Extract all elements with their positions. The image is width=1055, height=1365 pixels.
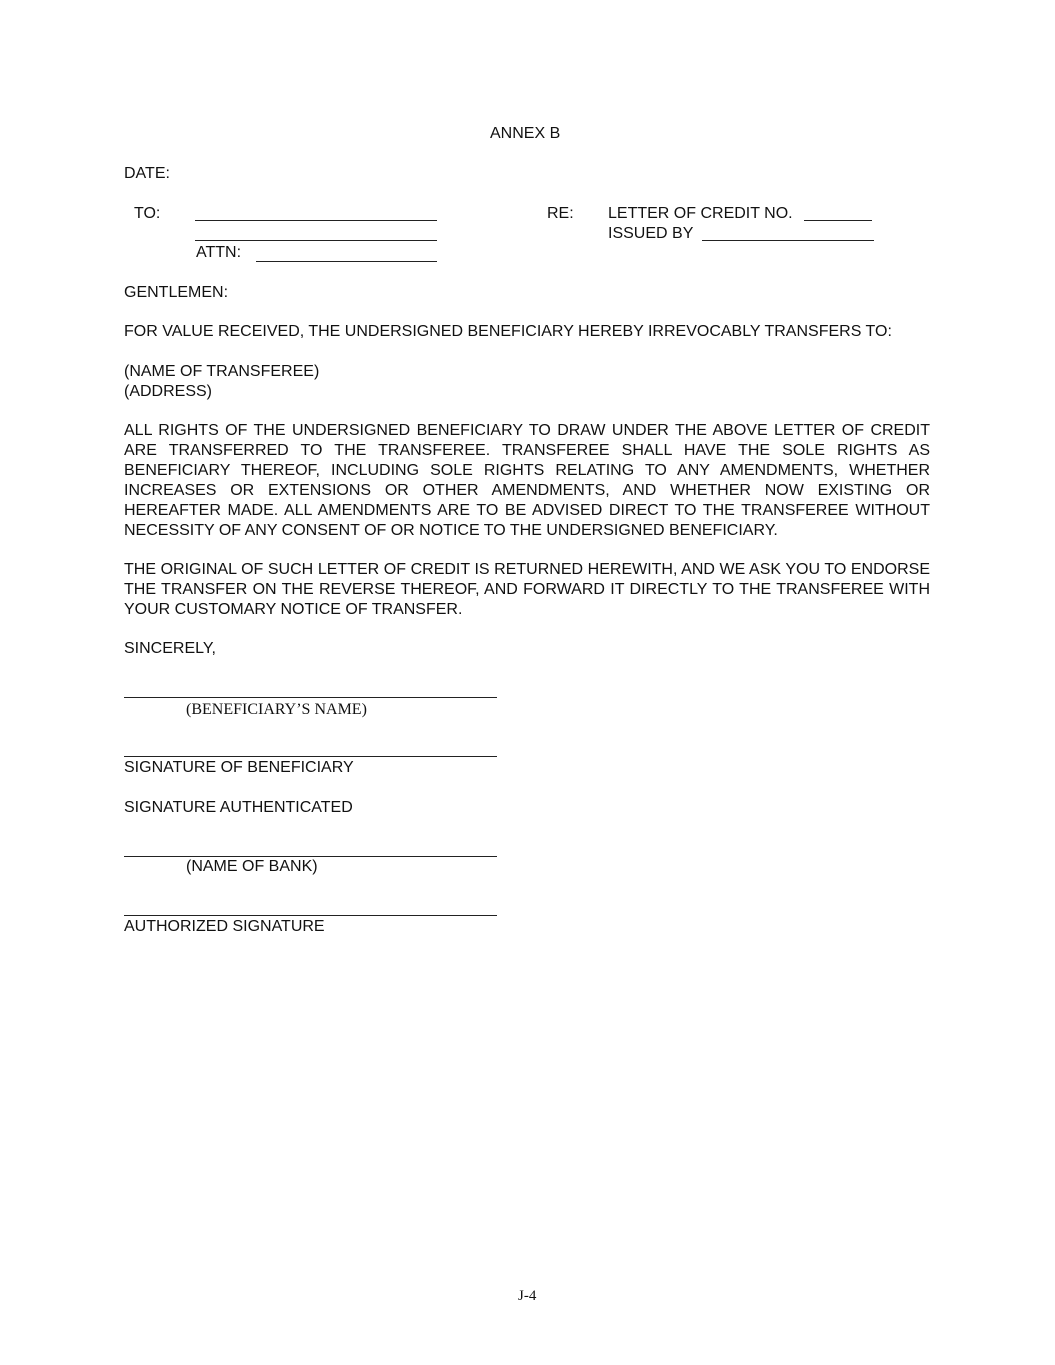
to-label: TO:: [134, 205, 161, 222]
bank-caption: (NAME OF BANK): [186, 858, 318, 875]
beneficiary-name-line[interactable]: [124, 697, 497, 698]
authorized-signature-line[interactable]: [124, 915, 497, 916]
authorized-caption: AUTHORIZED SIGNATURE: [124, 918, 325, 935]
beneficiary-name-caption: (BENEFICIARY’S NAME): [186, 701, 367, 718]
issued-by-label: ISSUED BY: [608, 225, 694, 242]
authenticated-label: SIGNATURE AUTHENTICATED: [124, 799, 353, 816]
return-paragraph: THE ORIGINAL OF SUCH LETTER OF CREDIT IS RETURNED HEREWITH, AND WE ASK YOU TO ENDORSE THE TRANSFER ON THE REVERSE THEREOF, AND FORWARD IT DIRECTLY TO THE TRANSFEREE WITH YOUR CUSTOMARY NOTICE OF TRANSFER.: [124, 561, 930, 618]
issued-by-line[interactable]: [702, 240, 874, 241]
rights-paragraph: ALL RIGHTS OF THE UNDERSIGNED BENEFICIARY TO DRAW UNDER THE ABOVE LETTER OF CREDIT ARE TRANSFERRED TO THE TRANSFEREE. TRANSFEREE SHALL HAVE THE SOLE RIGHTS AS BENEFICIARY THEREOF, INCLUDING SOLE RIGHTS RELATING TO ANY AMENDMENTS, WHETHER INCREASES OR EXTENSIONS OR OTHER AMENDMENTS, AND WHETHER NOW EXISTING OR HEREAFTER MADE. ALL AMENDMENTS ARE TO BE ADVISED DIRECT TO THE TRANSFEREE WITHOUT NECESSITY OF ANY CONSENT OF OR NOTICE TO THE UNDERSIGNED BENEFICIARY.: [124, 422, 930, 539]
to-line-1[interactable]: [195, 220, 437, 221]
letter-of-credit-label: LETTER OF CREDIT NO.: [608, 205, 793, 222]
salutation: GENTLEMEN:: [124, 284, 229, 301]
annex-title: ANNEX B: [490, 125, 561, 142]
closing: SINCERELY,: [124, 640, 216, 657]
beneficiary-signature-line[interactable]: [124, 756, 497, 757]
attn-label: ATTN:: [196, 244, 242, 261]
intro-line: FOR VALUE RECEIVED, THE UNDERSIGNED BENEFICIARY HEREBY IRREVOCABLY TRANSFERS TO:: [124, 323, 892, 340]
letter-of-credit-number-line[interactable]: [804, 220, 872, 221]
to-line-2[interactable]: [195, 240, 437, 241]
attn-line[interactable]: [256, 261, 437, 262]
date-label: DATE:: [124, 165, 170, 182]
page-number: J-4: [518, 1288, 537, 1304]
re-label: RE:: [547, 205, 574, 222]
signature-caption: SIGNATURE OF BENEFICIARY: [124, 759, 354, 776]
transferee-address: (ADDRESS): [124, 383, 213, 400]
transferee-name: (NAME OF TRANSFEREE): [124, 363, 320, 380]
